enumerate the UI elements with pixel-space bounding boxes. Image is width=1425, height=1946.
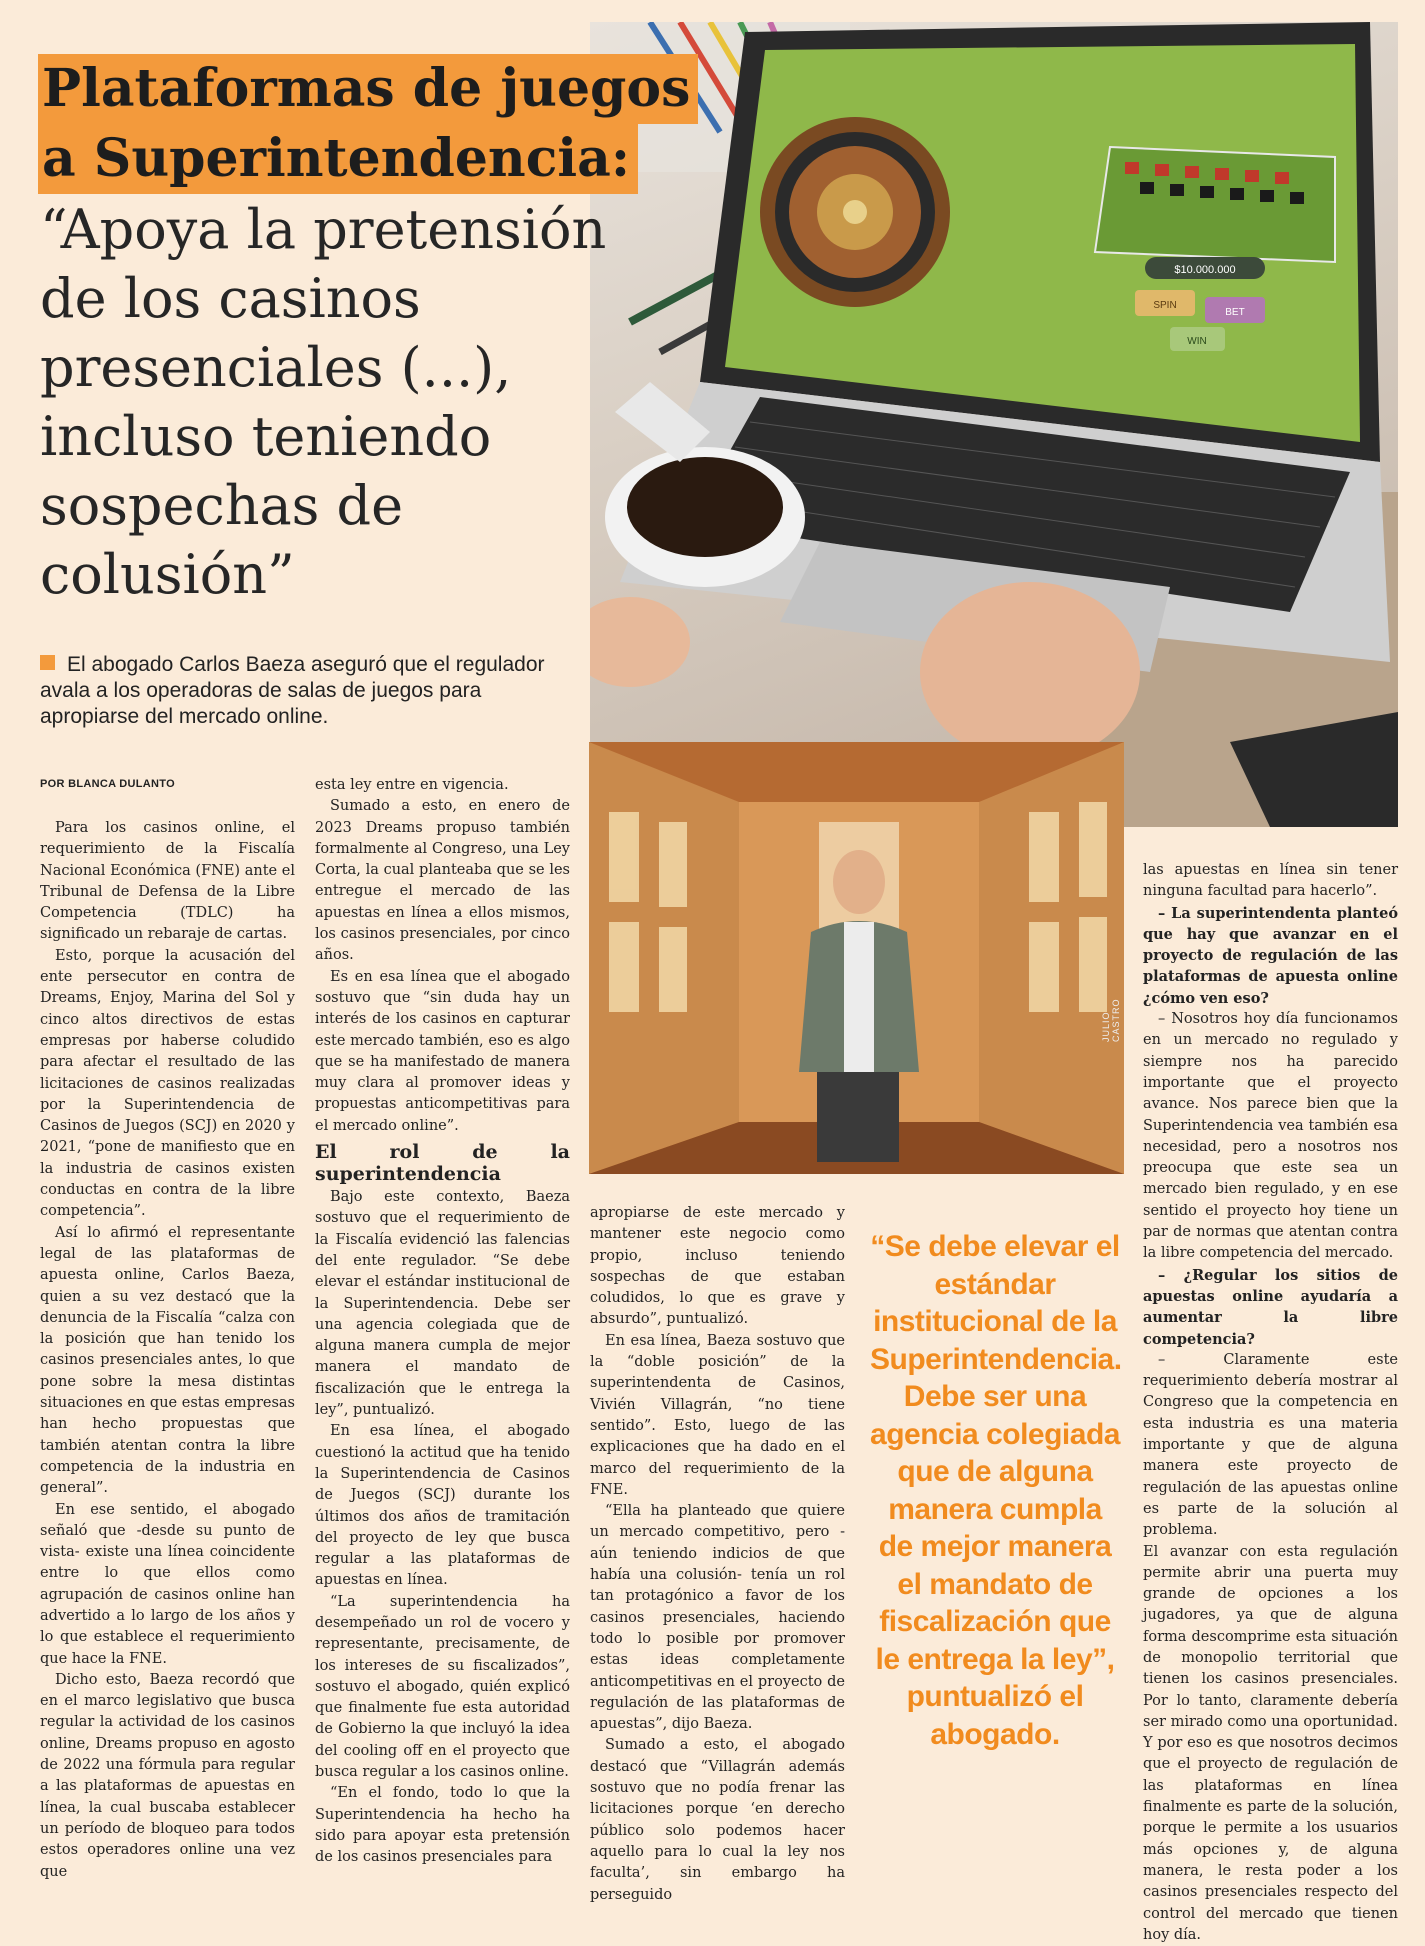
column-4 — [1143, 860, 1398, 1946]
paragraph: “La superintendencia ha desempeñado un rol de vocero y representante, precisamente, de los intereses de su fiscalizados”, sostuvo el abogado, quién explicó que finalmente fue esta autoridad de Gobierno la que incluyó la idea del cooling off en el proyecto que busca regular a los casinos online. — [315, 1592, 570, 1784]
interview-answer: – Nosotros hoy día funcionamos en un mercado no regulado y siempre nos ha parecido importante que el proyecto avance. Nos parece bien que la Superintendencia vea también esa necesidad, pero a nosotros nos preocupa que este sea un mercado bien regulado, y en ese sentido el proyecto hoy tiene un par de normas que atentan contra la libre competencia del mercado. — [1143, 1009, 1398, 1265]
pull-quote: “Se debe elevar el estándar institucional de la Superintendencia. Debe ser una agencia colegiada que de alguna manera cumpla de mejor manera el mandato de fiscalización que le entrega la ley”, puntualizó el abogado. — [870, 1228, 1120, 1753]
paragraph: “Ella ha planteado que quiere un mercado competitivo, pero -aún teniendo indicios de que había una colusión- tenía un rol tan protagónico a favor de los casinos presenciales, haciendo todo lo posible por promover estas ideas completamente anticompetitivas en el proyecto de regulación de las plataformas de apuestas”, dijo Baeza. — [590, 1501, 845, 1735]
column-2 — [315, 775, 570, 1869]
headline-line-1: Plataformas de juegos — [38, 54, 698, 124]
interview-question: – ¿Regular los sitios de apuestas online ayudaría a aumentar la libre competencia? — [1143, 1265, 1398, 1350]
quote-line: incluso teniendo — [40, 402, 660, 471]
interview-answer: El avanzar con esta regulación permite abrir una puerta muy grande de opciones a los jugadores, ya que de alguna forma descomprime esta situación de monopolio territorial que tienen los casinos presenciales. Por lo tanto, claramente debería ser mirado como una oportunidad. Y por eso es que nosotros decimos que el proyecto de regulación de las plataformas en línea finalmente es parte de la solución, porque le permite a los usuarios más opciones y, de alguna manera, le resta poder a los casinos presenciales respecto del control del mercado que tienen hoy día. — [1143, 1542, 1398, 1946]
quote-line: “Apoya la pretensión — [40, 195, 660, 264]
screen-amount: $10.000.000 — [1174, 264, 1235, 276]
column-1 — [40, 818, 295, 1883]
byline: POR BLANCA DULANTO — [40, 778, 175, 790]
laptop-roulette-photo — [590, 22, 1398, 827]
interview-answer: – Claramente este requerimiento debería mostrar al Congreso que la competencia en esta industria es una materia importante y que de alguna manera este proyecto de regulación de las apuestas online es parte de la solución al problema. — [1143, 1350, 1398, 1542]
interview-question: – La superintendenta planteó que hay que avanzar en el proyecto de regulación de las plataformas de apuesta online ¿cómo ven eso? — [1143, 903, 1398, 1009]
portrait-illustration — [589, 742, 1124, 1174]
bet-label: BET — [1225, 307, 1244, 318]
headline-line-2: a Superintendencia: — [38, 124, 638, 194]
photo-illustration — [590, 22, 1398, 827]
paragraph: En ese sentido, el abogado señaló que -desde su punto de vista- existe una línea coincidente entre lo que ellos como agrupación de casinos online han advertido a lo largo de los años y lo que establece el requerimiento que hace la FNE. — [40, 1500, 295, 1670]
paragraph: Es en esa línea que el abogado sostuvo que “sin duda hay un interés de los casinos en capturar este mercado también, eso es algo que se ha manifestado de manera muy clara al promover ideas y propuestas anticompetitivas para el mercado online”. — [315, 967, 570, 1137]
spin-label: SPIN — [1153, 300, 1176, 311]
paragraph: En esa línea, Baeza sostuvo que la “doble posición” de la superintendenta de Casinos, Vivién Villagrán, “no tiene sentido”. Esto, luego de las explicaciones que ha dado en el marco del requerimiento de la FNE. — [590, 1331, 845, 1501]
paragraph: En esa línea, el abogado cuestionó la actitud que ha tenido la Superintendencia de Casinos de Juegos (SCJ) durante los últimos dos años de tramitación del proyecto de ley que busca regular a las plataformas de apuestas en línea. — [315, 1421, 570, 1591]
win-label: WIN — [1187, 336, 1206, 347]
photo-credit: JULIO CASTRO — [1101, 999, 1121, 1043]
paragraph: Así lo afirmó el representante legal de las plataformas de apuesta online, Carlos Baeza, quien a su vez destacó que la denuncia de la Fiscalía “calza con la posición que han tenido los casinos presenciales antes, lo que pone sobre la mesa distintas situaciones en que estas empresas han hecho propuestas que también atentan contra la libre competencia de la industria en general”. — [40, 1223, 295, 1500]
column-3 — [590, 1203, 845, 1906]
paragraph: Esto, porque la acusación del ente persecutor en contra de Dreams, Enjoy, Marina del Sol y cinco altos directivos de estas empresas por haberse coludido para afectar el resultado de las licitaciones de casinos realizadas por la Superintendencia de Casinos de Juegos (SCJ) en 2020 y 2021, “pone de manifiesto que en la industria de casinos existen conductas en contra de la libre competencia”. — [40, 946, 295, 1223]
orange-square-bullet — [40, 655, 55, 670]
paragraph: las apuestas en línea sin tener ninguna facultad para hacerlo”. — [1143, 860, 1398, 903]
quote-line: presenciales (...), — [40, 333, 660, 402]
quote-line: de los casinos — [40, 264, 660, 333]
paragraph: apropiarse de este mercado y mantener este negocio como propio, incluso teniendo sospechas de que estaban coludidos, lo que es grave y absurdo”, puntualizó. — [590, 1203, 845, 1331]
paragraph: “En el fondo, todo lo que la Superintendencia ha hecho ha sido para apoyar esta pretensión de los casinos presenciales para — [315, 1783, 570, 1868]
paragraph: Para los casinos online, el requerimiento de la Fiscalía Nacional Económica (FNE) ante el Tribunal de Defensa de la Libre Competencia (TDLC) ha significado un rebaraje de cartas. — [40, 818, 295, 946]
subheading: El rol de la superintendencia — [315, 1141, 570, 1185]
paragraph: Sumado a esto, el abogado destacó que “Villagrán además sostuvo que no podía frenar las licitaciones porque ‘en derecho público solo podemos hacer aquello para lo cual la ley nos faculta’, sin embargo ha perseguido — [590, 1735, 845, 1905]
lead-summary — [40, 652, 570, 730]
quote-line: sospechas de colusión” — [40, 471, 660, 609]
lead-text: El abogado Carlos Baeza aseguró que el regulador avala a los operadoras de salas de juegos para apropiarse del mercado online. — [40, 653, 545, 728]
headline-quote — [40, 195, 660, 609]
paragraph: esta ley entre en vigencia. — [315, 775, 570, 796]
paragraph: Sumado a esto, en enero de 2023 Dreams propuso también formalmente al Congreso, una Ley Corta, la cual planteaba que se les entregue el mercado de las apuestas en línea a ellos mismos, los casinos presenciales, por cinco años. — [315, 796, 570, 966]
portrait-photo — [589, 742, 1124, 1174]
paragraph: Dicho esto, Baeza recordó que en el marco legislativo que busca regular la actividad de los casinos online, Dreams propuso en agosto de 2022 una fórmula para regular a las plataformas de apuestas en línea, la cual buscaba establecer un período de bloqueo para todos estos operadores online una vez que — [40, 1670, 295, 1883]
paragraph: Bajo este contexto, Baeza sostuvo que el requerimiento de la Fiscalía evidenció las falencias del ente regulador. “Se debe elevar el estándar institucional de la Superintendencia. Debe ser una agencia colegiada que de alguna manera cumpla de mejor manera el mandato de fiscalización que le entrega la ley”, puntualizó. — [315, 1187, 570, 1421]
